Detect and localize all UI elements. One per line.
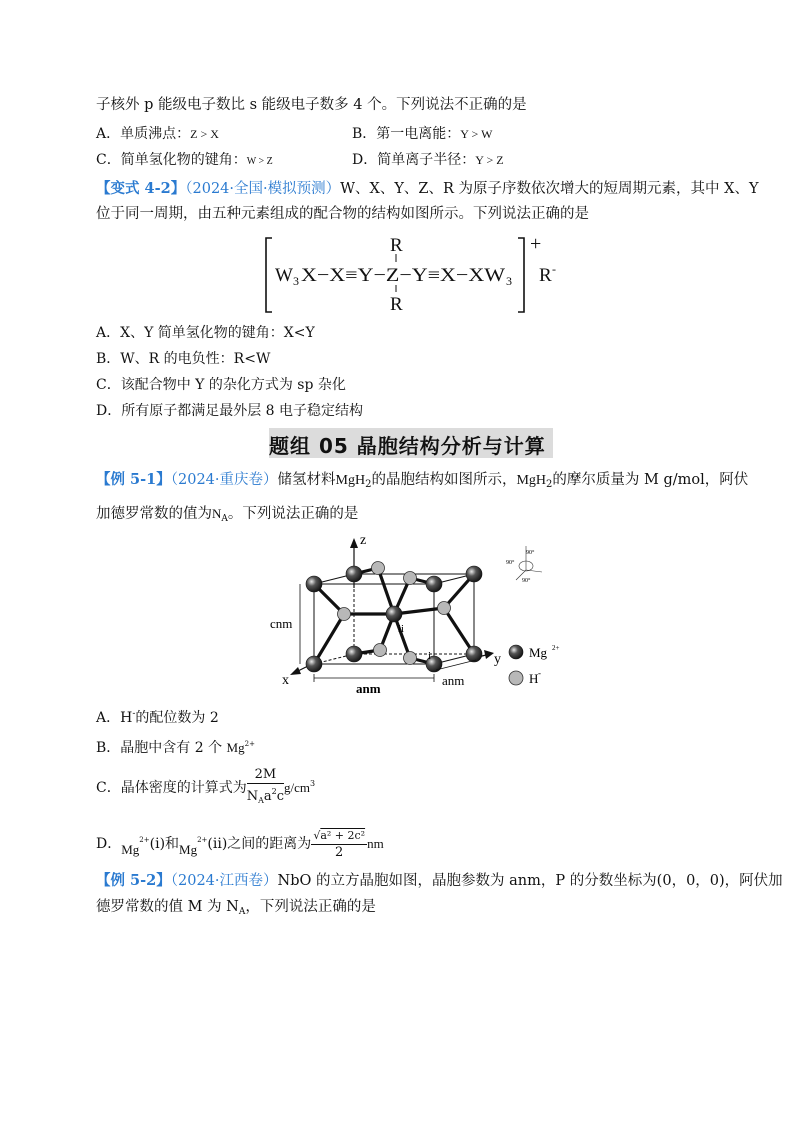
q52-stem-line1: 【例 5-2】（2024·江西卷）NbO 的立方晶胞如图，晶胞参数为 anm，P 的分数坐标为(0，0，0)，阿伏加 [96, 872, 783, 889]
intro-line: 子核外 p 能级电子数比 s 能级电子数多 4 个。下列说法不正确的是 [96, 97, 527, 113]
q51-stem-line1: 【例 5-1】（2024·重庆卷）储氢材料MgH$_2$的晶胞结构如图所示，MgH$_2$的摩尔质量为 M g/mol，阿伏 [96, 471, 749, 490]
legend-h-charge: - [538, 668, 541, 678]
formula-r-top: R [390, 235, 403, 256]
q51-option-c[interactable]: C．晶体密度的计算式为 $\frac{2M}{N_Aa^2c}$ $g/cm^3$ [96, 764, 315, 809]
q51-option-d[interactable]: D．$Mg^{2+}(i)$和$Mg^{2+}(ii)$之间的距离为 $\frac{\text{√a² + 2c²}}{2}$ nm [96, 828, 384, 860]
q41-option-b[interactable]: B．第一电离能：Y > W [352, 126, 493, 142]
formula-chain: X−X≡Y−Z−Y≡X−XW [301, 265, 506, 286]
legend-mg: Mg [529, 645, 548, 660]
q52-source: （2024·江西卷） [170, 873, 278, 889]
axis-x-label: x [282, 673, 289, 688]
q52-tag: 【例 5-2】 [96, 872, 171, 889]
angle-90-b: 90° [506, 560, 515, 566]
label-anm-1: anm [356, 681, 381, 696]
q42-option-a[interactable]: A．X、Y 简单氢化物的键角：X<Y [96, 325, 315, 341]
formula-w: W [275, 265, 293, 286]
q51-option-b[interactable]: B．晶胞中含有 2 个 $Mg^{2+}$ [96, 740, 255, 756]
q42-option-d[interactable]: D．所有原子都满足最外层 8 电子稳定结构 [96, 403, 364, 419]
q42-option-c[interactable]: C．该配合物中 Y 的杂化方式为 sp 杂化 [96, 377, 346, 393]
axis-y-label: y [494, 652, 501, 667]
label-anm-2: anm [442, 673, 465, 688]
label-cnm: cnm [270, 616, 293, 631]
formula-w-sub: 3 [293, 274, 299, 288]
angle-90-c: 90° [522, 578, 531, 584]
legend-h: H [529, 671, 539, 686]
formula-w-sub2: 3 [506, 274, 512, 288]
section-heading [269, 428, 553, 458]
q41-option-c[interactable]: C．简单氢化物的键角：W > Z [96, 152, 273, 168]
distance-fraction: $\frac{\text{√a² + 2c²}}{2}$ [313, 828, 366, 860]
mgh2-unit-cell-figure [270, 528, 580, 700]
q51-stem-line2: 加德罗常数的值为$N_A$。下列说法正确的是 [96, 506, 359, 524]
formula-charge: + [530, 233, 542, 255]
q42-option-b[interactable]: B．W、R 的电负性：R<W [96, 351, 271, 367]
q41-option-a[interactable]: A．单质沸点：Z > X [96, 126, 219, 142]
q42-stem-line1: 【变式 4-2】（2024·全国·模拟预测）W、X、Y、Z、R 为原子序数依次增大的短周期元素，其中 X、Y [96, 180, 759, 197]
q42-stem-line2: 位于同一周期，由五种元素组成的配合物的结构如图所示。下列说法正确的是 [96, 206, 589, 222]
axis-z-label: z [360, 533, 367, 548]
q42-source: （2024·全国·模拟预测） [185, 181, 341, 197]
label-i: i [428, 650, 432, 662]
formula-anion: R [539, 265, 552, 286]
q52-stem-line2: 德罗常数的值 M 为 $N_A$，下列说法正确的是 [96, 899, 376, 917]
q42-structure-formula [258, 230, 578, 316]
q51-option-a[interactable]: A．H-的配位数为 2 [96, 709, 219, 726]
q51-tag: 【例 5-1】 [96, 471, 171, 488]
label-ii: ii [398, 623, 405, 635]
formula-r-bottom: R [390, 294, 403, 315]
q42-tag: 【变式 4-2】 [96, 180, 186, 197]
q41-option-d[interactable]: D．简单离子半径：Y > Z [352, 152, 504, 168]
angle-90-a: 90° [526, 550, 535, 556]
density-fraction: $\frac{2M}{N_Aa^2c}$ [246, 767, 285, 805]
legend-mg-charge: 2+ [552, 644, 560, 652]
formula-anion-charge: - [552, 262, 556, 276]
q51-source: （2024·重庆卷） [170, 472, 278, 488]
section-heading-text: 题组 05 晶胞结构分析与计算 [269, 434, 546, 458]
